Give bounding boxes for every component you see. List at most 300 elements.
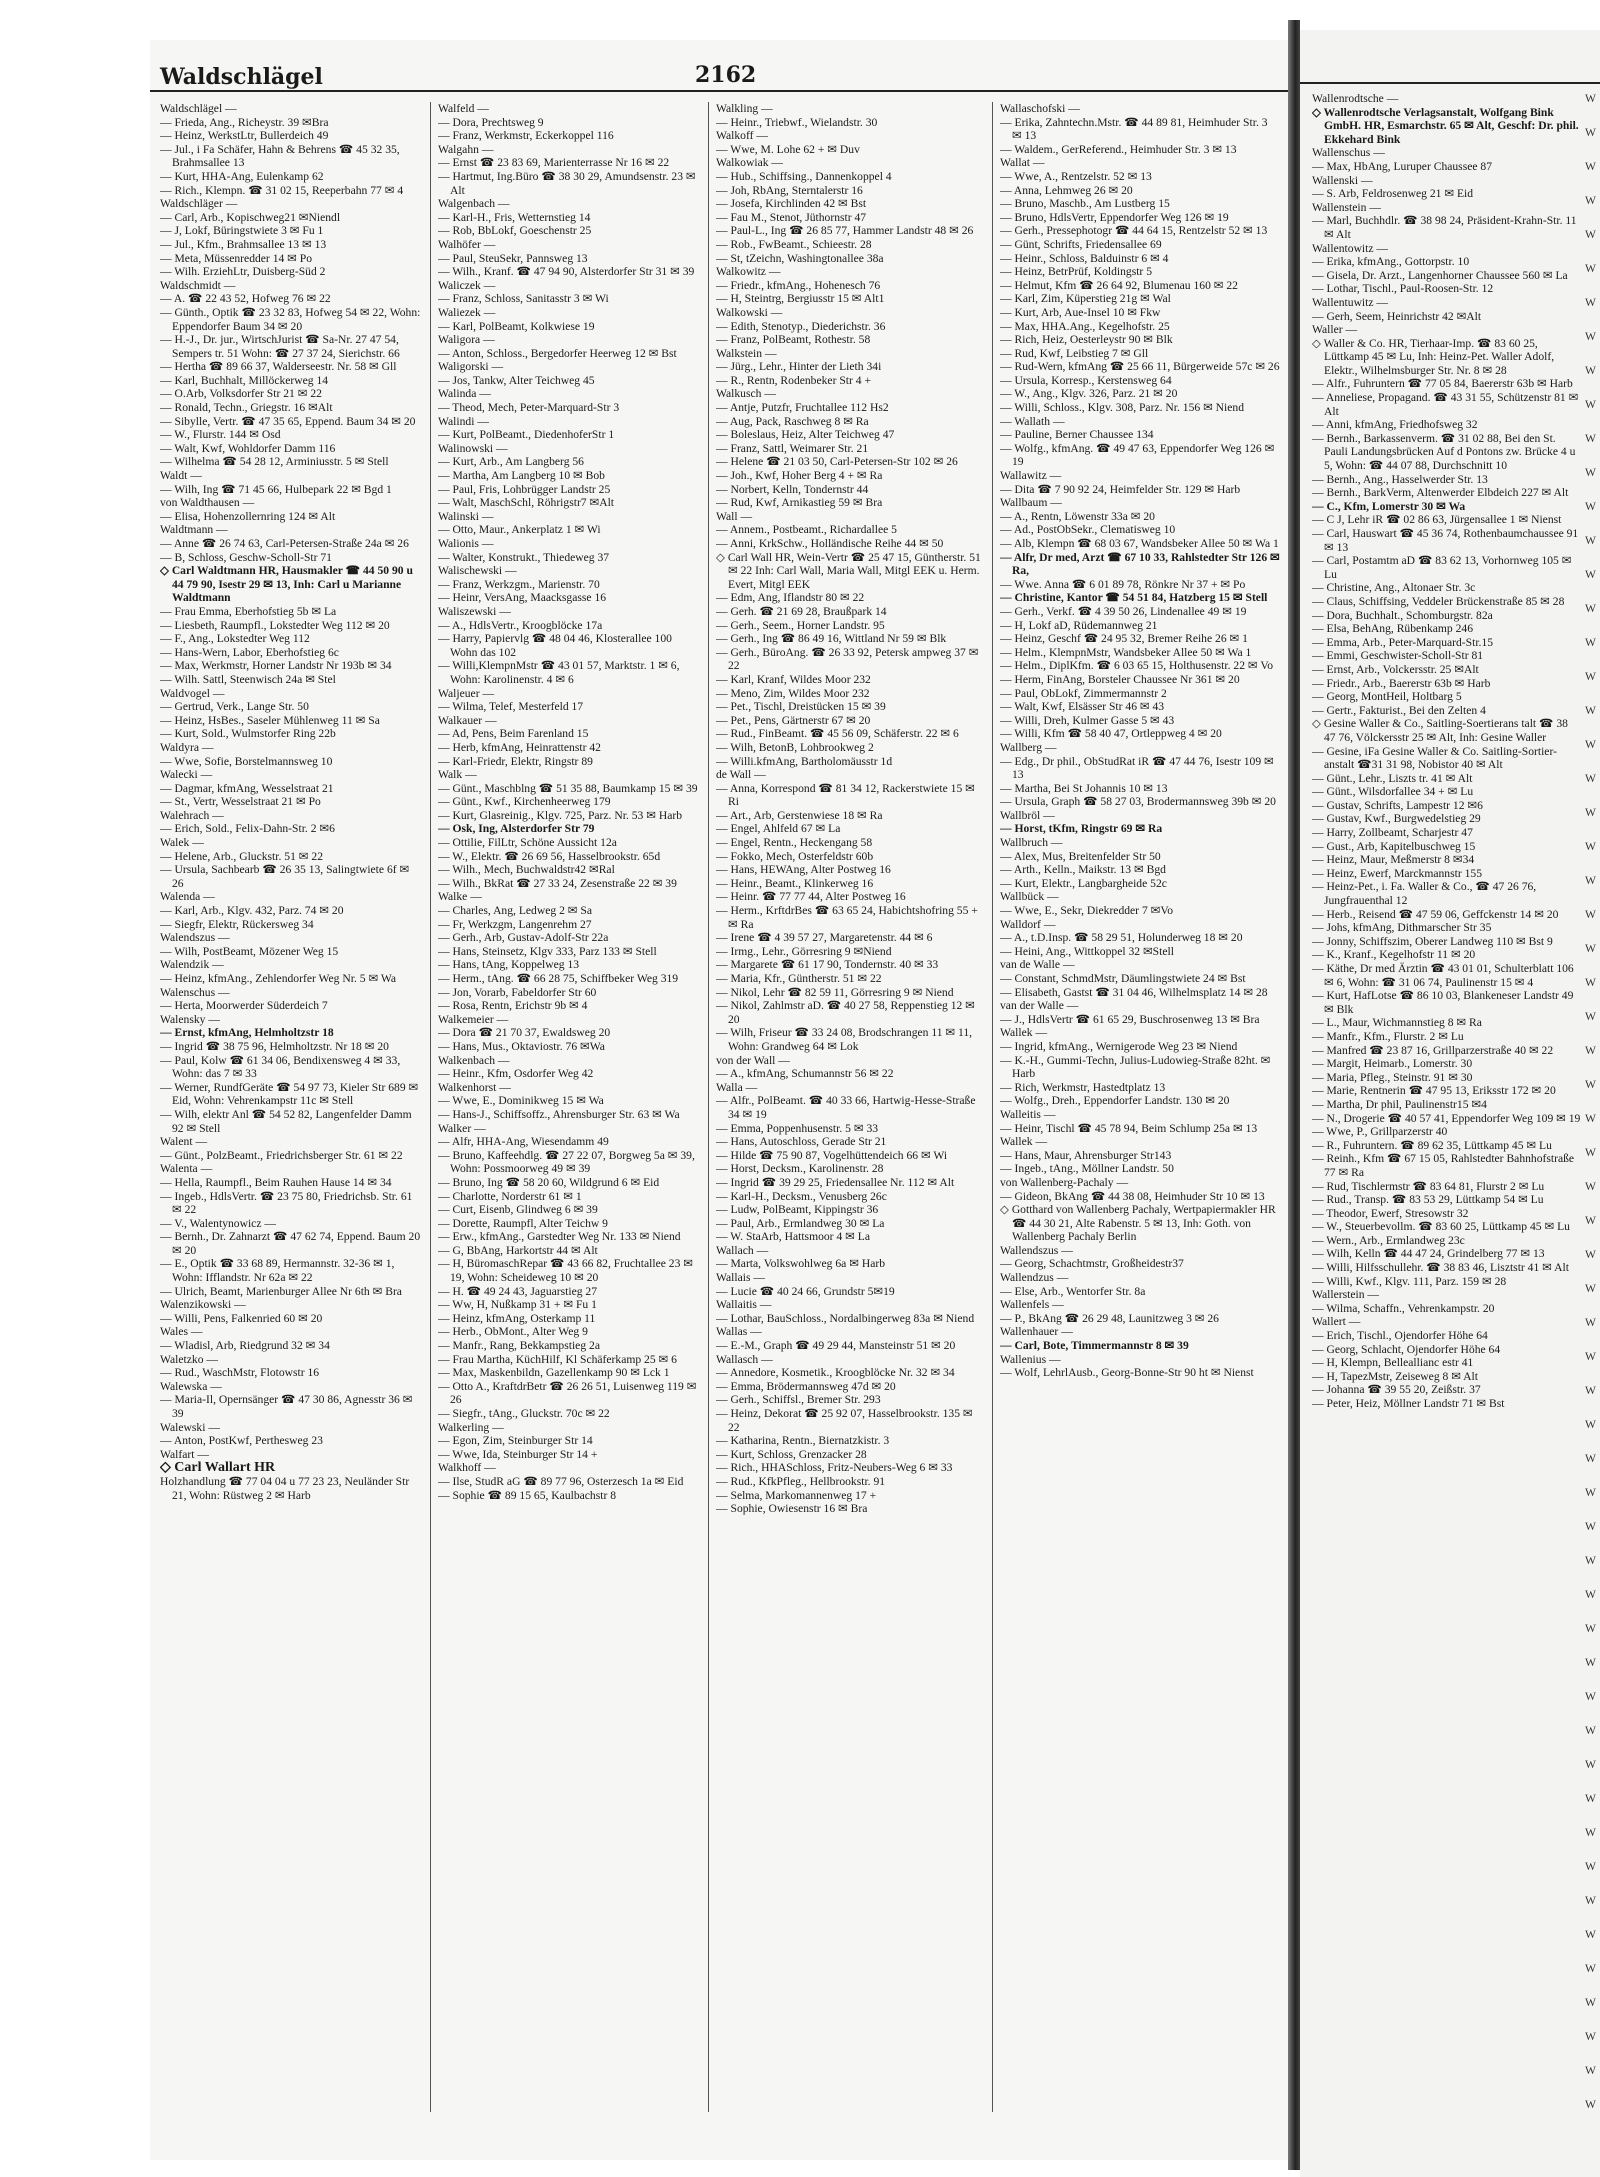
directory-entry: — Wilh, PostBeamt, Mözener Weg 15 [160, 944, 339, 958]
directory-entry: — Franz, PolBeamt, Rothestr. 58 [716, 333, 871, 347]
directory-entry: — Rud-Wern, kfmAng ☎ 25 66 11, Bürgerweide 57c ✉ 26 [1000, 360, 1280, 374]
directory-entry: — Paul, Arb., Ermlandweg 30 ✉ La [716, 1216, 885, 1230]
directory-entry: — Wwe, E., Sekr, Diekredder 7 ✉Vo [1000, 904, 1174, 918]
directory-entry: — Paul, Kolw ☎ 61 34 06, Bendixensweg 4 ✉ 33, Wohn: das 7 ✉ 33 [160, 1053, 401, 1081]
directory-entry: — Curt, Eisenb, Glindweg 6 ✉ 39 [438, 1203, 598, 1217]
directory-entry: — Rud., Transp. ☎ 83 53 29, Lüttkamp 54 ✉ Lu [1312, 1193, 1544, 1207]
cut-letter: W [1585, 194, 1596, 207]
directory-entry: — Rob., FwBeamt., Schieestr. 28 [716, 237, 872, 251]
directory-entry: — Jonny, Schiffszim, Oberer Landweg 110 ✉ Bst 9 [1312, 934, 1553, 948]
directory-entry: — Marl, Buchhdlr. ☎ 38 98 24, Präsident-Krahn-Str. 11 ✉ Alt [1312, 214, 1577, 241]
directory-entry: — K.-H., Gummi-Techn, Julius-Ludowieg-Straße 82ht. ✉ Harb [1000, 1053, 1271, 1081]
directory-entry: — S. Arb, Feldrosenweg 21 ✉ Eid [1312, 187, 1474, 201]
directory-entry: — Lothar, Tischl., Paul-Roosen-Str. 12 [1312, 282, 1494, 296]
surname-heading: Wallawitz — [1000, 469, 1062, 483]
directory-entry: — Heinr., Kfm, Osdorfer Weg 42 [438, 1067, 594, 1081]
cut-letter: W [1585, 398, 1596, 411]
directory-entry: — Horst, tKfm, Ringstr 69 ✉ Ra [1000, 822, 1163, 836]
cut-letter: W [1585, 1758, 1596, 1771]
directory-entry: — Jul., Kfm., Brahmsallee 13 ✉ 13 [160, 237, 327, 251]
directory-entry: — Elisabeth, Gastst ☎ 31 04 46, Wilhelmsplatz 14 ✉ 28 [1000, 985, 1268, 999]
directory-entry: — Ingeb., tAng., Möllner Landstr. 50 [1000, 1162, 1174, 1176]
directory-entry: — Karl, Arb., Klgv. 432, Parz. 74 ✉ 20 [160, 904, 344, 918]
directory-entry: — Hans, HEWAng, Alter Postweg 16 [716, 863, 891, 877]
directory-entry: — Gisela, Dr. Arzt., Langenhorner Chaussee 560 ✉ La [1312, 268, 1568, 282]
cut-letter: W [1585, 1418, 1596, 1431]
directory-entry: — Nikol, Lehr ☎ 82 59 11, Görresring 9 ✉ Niend [716, 985, 954, 999]
directory-entry: — Ingrid ☎ 38 75 96, Helmholtzstr. Nr 18 ✉ 20 [160, 1039, 389, 1053]
directory-entry: — Kurt, Schloss, Grenzacker 28 [716, 1447, 867, 1461]
surname-heading: Wallendszus — [1000, 1243, 1073, 1257]
surname-heading: Waller — [1312, 323, 1358, 337]
surname-heading: Walensky — [160, 1012, 220, 1026]
directory-entry: — Boleslaus, Heiz, Alter Teichweg 47 [716, 428, 895, 442]
directory-entry: — Gertr., Fakturist., Bei den Zelten 4 [1312, 703, 1486, 717]
directory-entry: — Bernh., Barkassenverm. ☎ 31 02 88, Bei den St. Pauli Landungsbrücken Auf d Pontons zw. Brücke 4 u 5, Wohn: ☎ 44 07 88, Durchschnitt 10 [1312, 431, 1576, 473]
directory-entry: — Käthe, Dr med Ärztin ☎ 43 01 01, Schulterblatt 106 ✉ 6, Wohn: ☎ 31 06 74, Paulinenstr 15 ✉ 4 [1312, 962, 1574, 989]
directory-entry: — Karl, Zim, Küperstieg 21g ✉ Wal [1000, 292, 1171, 306]
directory-entry: — Harry, Zollbeamt, Scharjestr 47 [1312, 826, 1473, 840]
directory-entry: — J, Lokf, Büringstwiete 3 ✉ Fu 1 [160, 224, 324, 238]
surname-heading: Wallert — [1312, 1315, 1361, 1329]
surname-heading: Walke — [438, 890, 482, 904]
directory-entry: — Alfr, HHA-Ang, Wiesendamm 49 [438, 1135, 609, 1149]
cut-letter: W [1585, 1248, 1596, 1261]
directory-entry: — Willi, Dreh, Kulmer Gasse 5 ✉ 43 [1000, 713, 1175, 727]
directory-entry: — Ad., PostObSekr., Clematisweg 10 [1000, 523, 1176, 537]
directory-entry: — Kurt, Elektr., Langbargheide 52c [1000, 876, 1167, 890]
surname-heading: van der Walle — [1000, 999, 1079, 1013]
directory-entry: — A. ☎ 22 43 52, Hofweg 76 ✉ 22 [160, 292, 331, 306]
directory-entry: — Friedr., Arb., Baererstr 63b ✉ Harb [1312, 676, 1491, 690]
directory-entry: — Emma, Arb., Peter-Marquard-Str.15 [1312, 635, 1494, 649]
directory-entry: — Hans, Steinsetz, Klgv 333, Parz 133 ✉ Stell [438, 944, 657, 958]
directory-entry: — Gerh., Arb, Gustav-Adolf-Str 22a [438, 931, 609, 945]
directory-entry: — Heinz, Geschf ☎ 24 95 32, Bremer Reihe 26 ✉ 1 [1000, 632, 1248, 646]
directory-entry: — Jürg., Lehr., Hinter der Lieth 34i [716, 360, 882, 374]
cut-letter: W [1585, 1792, 1596, 1805]
surname-heading: Wallais — [716, 1271, 765, 1285]
directory-entry: — Günt., Wilsdorfallee 34 + ✉ Lu [1312, 785, 1474, 799]
surname-heading: Wallenius — [1000, 1352, 1061, 1366]
cut-letter: W [1585, 1860, 1596, 1873]
directory-entry: — Heinz, WerkstLtr, Bullerdeich 49 [160, 129, 329, 143]
directory-entry: — Theod, Mech, Peter-Marquard-Str 3 [438, 401, 620, 415]
directory-entry: — Anni, KrkSchw., Holländische Reihe 44 ✉ 50 [716, 537, 944, 550]
directory-entry: — Max, Werkmstr, Horner Landstr Nr 193b ✉ 34 [160, 659, 392, 673]
directory-entry: — A., kfmAng, Schumannstr 56 ✉ 22 [716, 1067, 894, 1081]
directory-entry: — Rich, Werkmstr, Hastedtplatz 13 [1000, 1080, 1166, 1094]
directory-entry: — Carl, Postamtm aD ☎ 83 62 13, Vorhornweg 105 ✉ Lu [1312, 554, 1572, 581]
surname-heading: Wallaschofski — [1000, 102, 1080, 115]
directory-entry: — Alfr., Fuhruntern ☎ 77 05 84, Baererstr 63b ✉ Harb [1312, 377, 1573, 391]
directory-entry: — A., Rentn, Löwenstr 33a ✉ 20 [1000, 509, 1155, 523]
surname-heading: Walindi — [438, 414, 489, 428]
directory-entry: — Nikol, Zahlmstr aD. ☎ 40 27 58, Reppenstieg 12 ✉ 20 [716, 999, 975, 1026]
directory-entry: — Max, HHA.Ang., Kegelhofstr. 25 [1000, 319, 1170, 333]
cut-letter: W [1585, 670, 1596, 683]
directory-entry: — A., t.D.Insp. ☎ 58 29 51, Holunderweg 18 ✉ 20 [1000, 931, 1243, 945]
surname-heading: Walkowski — [716, 305, 783, 319]
directory-entry: — Werner, RundfGeräte ☎ 54 97 73, Kieler Str 689 ✉ Eid, Wohn: Vehrenkampstr 11c ✉ Stell [160, 1080, 419, 1108]
surname-heading: Wallentuwitz — [1312, 295, 1389, 309]
directory-entry: — Theodor, Ewerf, Stresowstr 32 [1312, 1206, 1469, 1220]
surname-heading: Wallerstein — [1312, 1288, 1379, 1302]
surname-heading: Walkowiak — [716, 156, 784, 170]
directory-entry: — Helm., DiplKfm. ☎ 6 03 65 15, Holthusenstr. 22 ✉ Vo [1000, 659, 1273, 673]
directory-entry: — Helene ☎ 21 03 50, Carl-Petersen-Str 102 ✉ 26 [716, 455, 958, 469]
directory-entry: — Wilma, Schaffn., Vehrenkampstr. 20 [1312, 1301, 1495, 1315]
directory-entry: — Jon, Vorarb, Fabeldorfer Str 60 [438, 985, 597, 999]
surname-heading: Wallach — [716, 1243, 769, 1257]
directory-entry: — Norbert, Kelln, Tondernstr 44 [716, 482, 869, 496]
directory-entry: — Wwe, Ida, Steinburger Str 14 + [438, 1447, 598, 1461]
directory-entry: — Wwe, P., Grillparzerstr 40 [1312, 1125, 1448, 1139]
cut-letter: W [1585, 466, 1596, 479]
directory-entry: — Herm., tAng. ☎ 66 28 75, Schiffbeker Weg 319 [438, 972, 679, 985]
directory-entry: — Carl, Arb., Kopischweg21 ✉Niendl [160, 210, 341, 224]
directory-entry: — Bruno, HdlsVertr, Eppendorfer Weg 126 ✉ 19 [1000, 210, 1229, 224]
directory-entry: — Heinr., Beamt., Klinkerweg 16 [716, 876, 874, 890]
directory-entry: — Wwe, Sofie, Borstelmannsweg 10 [160, 754, 333, 768]
directory-entry: — Otto, Maur., Ankerplatz 1 ✉ Wi [438, 523, 601, 537]
facing-page-cut-column [1585, 92, 1600, 2152]
surname-heading: Waliszewski — [438, 604, 511, 618]
cut-letter: W [1585, 1044, 1596, 1057]
directory-entry: — Rud., FinBeamt. ☎ 45 56 09, Schäferstr. 22 ✉ 6 [716, 727, 959, 741]
surname-heading: von Waldthausen — [160, 496, 255, 510]
surname-heading: Walkstein — [716, 346, 777, 360]
surname-heading: Walla — [716, 1080, 758, 1094]
directory-entry: — Paul, SteuSekr, Pannsweg 13 [438, 251, 588, 265]
surname-heading: Walkhoff — [438, 1461, 496, 1475]
directory-entry: Holzhandlung ☎ 77 04 04 u 77 23 23, Neuländer Str 21, Wohn: Rüstweg 2 ✉ Harb [160, 1474, 410, 1502]
directory-entry: — Fokko, Mech, Osterfeldstr 60b [716, 849, 874, 863]
surname-heading: Waldyra — [160, 740, 214, 754]
directory-entry: — Christine, Kantor ☎ 54 51 84, Hatzberg 15 ✉ Stell [1000, 591, 1268, 605]
directory-entry: — Art., Arb, Gerstenwiese 18 ✉ Ra [716, 808, 883, 822]
surname-heading: Wallenhauer — [1000, 1325, 1073, 1339]
directory-entry: — R., Fuhruntern. ☎ 89 62 35, Lüttkamp 45 ✉ Lu [1312, 1138, 1552, 1152]
cut-letter: W [1585, 296, 1596, 309]
surname-heading: Wallenfels — [1000, 1298, 1064, 1312]
directory-entry: — Bernh., BarkVerm, Altenwerder Elbdeich 227 ✉ Alt [1312, 486, 1569, 500]
directory-entry: — Gerh., Schiffsl., Bremer Str. 293 [716, 1393, 881, 1407]
directory-entry: — Elsa, BehAng, Rübenkamp 246 [1312, 622, 1474, 636]
directory-entry: — Siegfr., tAng., Gluckstr. 70c ✉ 22 [438, 1407, 610, 1420]
surname-heading: Wallenrodtsche — [1312, 92, 1399, 105]
directory-entry: — Günt., Kwf., Kirchenheerweg 179 [438, 795, 611, 809]
directory-entry: — Gerh., Verkf. ☎ 4 39 50 26, Lindenallee 49 ✉ 19 [1000, 604, 1247, 618]
directory-entry: — Wilh. Sattl, Steenwisch 24a ✉ Stel [160, 672, 336, 686]
directory-entry: — Alfr., PolBeamt. ☎ 40 33 66, Hartwig-Hesse-Straße 34 ✉ 19 [716, 1094, 976, 1121]
directory-entry: — Johanna ☎ 39 55 20, Zeißstr. 37 [1312, 1383, 1481, 1397]
directory-entry: — Paul-L., Ing ☎ 26 85 77, Hammer Landstr 48 ✉ 26 [716, 224, 974, 238]
cut-letter: W [1585, 1622, 1596, 1635]
directory-entry: — Dora, Prechtsweg 9 [438, 115, 544, 129]
directory-entry: — Hub., Schiffsing., Dannenkoppel 4 [716, 169, 892, 183]
surname-heading: Walkauer — [438, 713, 497, 727]
directory-entry: — Heinr., Triebwf., Wielandstr. 30 [716, 115, 878, 129]
directory-entry: — Aug, Pack, Raschweg 8 ✉ Ra [716, 414, 869, 428]
surname-heading: Walkenbach — [438, 1053, 510, 1067]
directory-entry: — Wilh. ErziehLtr, Duisberg-Süd 2 [160, 265, 326, 279]
directory-entry: — Kurt, PolBeamt., DiedenhoferStr 1 [438, 428, 615, 442]
directory-entry: — Wwe, M. Lohe 62 + ✉ Duv [716, 142, 860, 156]
directory-entry: — E.-M., Graph ☎ 49 29 44, Mansteinstr 51 ✉ 20 [716, 1339, 956, 1353]
directory-entry: — Wilhelma ☎ 54 28 12, Arminiusstr. 5 ✉ Stell [160, 455, 389, 469]
cut-letter: W [1585, 1282, 1596, 1295]
surname-heading: Walenda — [160, 890, 215, 904]
directory-entry: — Ad, Pens, Beim Farenland 15 [438, 727, 589, 741]
directory-entry: — Manfred ☎ 23 87 16, Grillparzerstraße 40 ✉ 22 [1312, 1043, 1554, 1057]
facing-page-rule [1300, 82, 1600, 84]
surname-heading: Walewski — [160, 1420, 220, 1434]
surname-heading: Walecki — [160, 768, 213, 782]
surname-heading: Wall — [716, 509, 753, 523]
header-rule [150, 90, 1288, 92]
directory-entry: — Meno, Zim, Wildes Moor 232 [716, 686, 870, 700]
directory-entry: ◇ Carl Wallart HR [160, 1460, 276, 1476]
directory-entry: — Ulrich, Beamt, Marienburger Allee Nr 6th ✉ Bra [160, 1284, 402, 1298]
directory-entry: — Gerh., BüroAng. ☎ 26 33 92, Petersk ampweg 37 ✉ 22 [716, 645, 979, 673]
cut-letter: W [1585, 1384, 1596, 1397]
cut-letter: W [1585, 1826, 1596, 1839]
directory-entry: — H, BüromaschRepar ☎ 43 66 82, Fruchtallee 23 ✉ 19, Wohn: Scheideweg 10 ✉ 20 [438, 1257, 694, 1285]
directory-entry: — Erika, Zahntechn.Mstr. ☎ 44 89 81, Heimhuder Str. 3 ✉ 13 [1000, 115, 1268, 143]
directory-entry: — Willi, Pens, Falkenried 60 ✉ 20 [160, 1311, 323, 1325]
directory-entry: — Gust., Arb, Kapitelbuschweg 15 [1312, 839, 1476, 853]
surname-heading: Walfeld — [438, 102, 489, 115]
cut-letter: W [1585, 2030, 1596, 2043]
directory-entry: — Dora ☎ 21 70 37, Ewaldsweg 20 [438, 1026, 611, 1040]
surname-heading: Walgenbach — [438, 197, 510, 211]
surname-heading: Walendszus — [160, 931, 230, 945]
directory-entry: — Sophie ☎ 89 15 65, Kaulbachstr 8 [438, 1488, 617, 1502]
directory-entry: — Engel, Rentn., Heckengang 58 [716, 836, 873, 850]
directory-entry: — H, Klempn, Belleallianc estr 41 [1312, 1356, 1474, 1370]
directory-entry: — Herb., ObMont., Alter Weg 9 [438, 1325, 588, 1339]
directory-entry: — H.-J., Dr. jur., WirtschJurist ☎ Sa-Nr. 27 47 54, Sempers tr. 51 Wohn: ☎ 27 37 24, Sierichstr. 66 [160, 333, 400, 360]
directory-entry: — Dorette, Raumpfl, Alter Teichw 9 [438, 1216, 608, 1230]
cut-letter: W [1585, 330, 1596, 343]
cut-letter: W [1585, 942, 1596, 955]
directory-entry: — Wilma, Telef, Mesterfeld 17 [438, 700, 584, 714]
directory-entry: — N., Drogerie ☎ 40 57 41, Eppendorfer Weg 109 ✉ 19 [1312, 1111, 1581, 1125]
directory-entry: — Willi.kfmAng, Bartholomäusstr 1d [716, 754, 893, 768]
cut-letter: W [1585, 262, 1596, 275]
directory-entry: — Frau Emma, Eberhofstieg 5b ✉ La [160, 604, 337, 618]
surname-heading: Waligora — [438, 333, 495, 347]
directory-entry: — Dora, Buchhalt., Schomburgstr. 82a [1312, 608, 1493, 622]
directory-entry: — Ursula, Korresp., Kerstensweg 64 [1000, 373, 1172, 387]
directory-entry: ◇ Wallenrodtsche Verlagsanstalt, Wolfgang Bink GmbH. HR, Esmarchstr. 65 ✉ Alt, Geschf: Dr. phil. Ekkehard Bink [1312, 105, 1579, 146]
directory-page [150, 40, 1288, 2160]
directory-entry: — Anna, Lehmweg 26 ✉ 20 [1000, 183, 1133, 197]
surname-heading: Walkling — [716, 102, 773, 115]
directory-entry: — E., Optik ☎ 33 68 89, Hermannstr. 32-36 ✉ 1, Wohn: Ifflandstr. Nr 62a ✉ 22 [160, 1257, 395, 1285]
surname-heading: Waldt — [160, 469, 202, 483]
directory-entry: — Hans, Mus., Oktaviostr. 76 ✉Wa [438, 1039, 605, 1053]
directory-entry: — Alfr, Dr med, Arzt ☎ 67 10 33, Rahlstedter Str 126 ✉ Ra, [1000, 550, 1280, 578]
cut-letter: W [1585, 568, 1596, 581]
directory-entry: — Fau M., Stenot, Jüthornstr 47 [716, 210, 867, 224]
cut-letter: W [1585, 2064, 1596, 2077]
directory-entry: — Ernst, kfmAng, Helmholtzstr 18 [160, 1026, 334, 1040]
surname-heading: Waldschlägel — [160, 102, 237, 115]
cut-letter: W [1585, 806, 1596, 819]
directory-entry: — Kurt, HHA-Ang, Eulenkamp 62 [160, 169, 324, 183]
directory-entry: — Kurt, Arb, Aue-Insel 10 ✉ Fkw [1000, 305, 1161, 319]
directory-entry: — Rob, BbLokf, Goeschenstr 25 [438, 224, 592, 238]
directory-entry: — Sibylle, Vertr. ☎ 47 35 65, Eppend. Baum 34 ✉ 20 [160, 414, 416, 428]
directory-entry: — Heinz, BetrPrüf, Koldingstr 5 [1000, 265, 1152, 279]
directory-entry: — Franz, Sattl, Weimarer Str. 21 [716, 441, 869, 455]
directory-entry: — Siegfr, Elektr, Rückersweg 34 [160, 917, 314, 931]
facing-page [1300, 30, 1600, 2177]
directory-entry: — Ottilie, FilLtr, Schöne Aussicht 12a [438, 836, 617, 850]
directory-entry: — Herm., KrftdrBes ☎ 63 65 24, Habichtshofring 55 + ✉ Ra [716, 904, 978, 931]
directory-entry: — Margarete ☎ 61 17 90, Tondernstr. 40 ✉ 33 [716, 958, 939, 972]
cut-letter: W [1585, 228, 1596, 241]
directory-entry: — P., BkAng ☎ 26 29 48, Launitzweg 3 ✉ 26 [1000, 1311, 1219, 1325]
directory-entry: — Edg., Dr phil., ObStudRat iR ☎ 47 44 76, Isestr 109 ✉ 13 [1000, 754, 1274, 782]
directory-entry: — Heinz, Dekorat ☎ 25 92 07, Hasselbrookstr. 135 ✉ 22 [716, 1407, 973, 1434]
directory-entry: — St, tZeichn, Washingtonallee 38a [716, 251, 884, 265]
directory-entry: — Kurt, Arb., Am Langberg 56 [438, 455, 584, 469]
cut-letter: W [1585, 602, 1596, 615]
directory-entry: — Paul, ObLokf, Zimmermannstr 2 [1000, 686, 1167, 700]
cut-letter: W [1585, 1962, 1596, 1975]
directory-entry: — St., Vertr, Wesselstraat 21 ✉ Po [160, 795, 321, 809]
surname-heading: Walent — [160, 1135, 208, 1149]
surname-heading: Walinda — [438, 387, 491, 401]
directory-entry: — Anneliese, Propagand. ☎ 43 31 55, Schützenstr 81 ✉ Alt [1312, 391, 1579, 418]
directory-entry: — Arth., Kelln., Maikstr. 13 ✉ Bgd [1000, 863, 1166, 877]
surname-heading: Walkenhorst — [438, 1080, 511, 1094]
directory-entry: — Georg, Schachtmstr, Großheidestr37 [1000, 1257, 1184, 1271]
surname-heading: Wallbück — [1000, 890, 1059, 904]
surname-heading: Wallaitis — [716, 1298, 772, 1312]
directory-entry: — Rich., HHASchloss, Fritz-Neubers-Weg 6 ✉ 33 [716, 1461, 953, 1475]
directory-entry: — H. ☎ 49 24 43, Jaguarstieg 27 [438, 1284, 598, 1298]
directory-entry: — Maria, Pfleg., Steinstr. 91 ✉ 30 [1312, 1070, 1473, 1084]
surname-heading: Walker — [438, 1121, 486, 1135]
surname-heading: Waldschmidt — [160, 278, 236, 292]
cut-letter: W [1585, 1146, 1596, 1159]
surname-heading: Wallenschus — [1312, 146, 1385, 160]
directory-entry: — Willi, Hilfsschullehr. ☎ 38 83 46, Lisztstr 41 ✉ Alt [1312, 1261, 1569, 1275]
page-title: Waldschlägel [160, 64, 323, 90]
directory-entry: — Osk, Ing, Alsterdorfer Str 79 [438, 822, 595, 836]
cut-letter: W [1585, 92, 1596, 105]
directory-entry: — Hans, Autoschloss, Gerade Str 21 [716, 1135, 887, 1149]
directory-entry: — Heinr., Schloss, Balduinstr 6 ✉ 4 [1000, 251, 1169, 265]
directory-entry: — Kurt, Sold., Wulmstorfer Ring 22b [160, 727, 336, 741]
surname-heading: Wales — [160, 1325, 203, 1339]
directory-entry: — Walt, Kwf, Elsässer Str 46 ✉ 43 [1000, 700, 1165, 714]
directory-entry: — Manfr., Kfm., Flurstr. 2 ✉ Lu [1312, 1029, 1464, 1043]
directory-entry: — Walt, MaschSchl, Röhrigstr7 ✉Alt [438, 496, 615, 510]
directory-entry: — Else, Arb., Wentorfer Str. 8a [1000, 1284, 1146, 1298]
directory-entry: — Ernst, Arb., Volckersstr. 25 ✉Alt [1312, 662, 1479, 676]
directory-entry: — Emma, Poppenhusenstr. 5 ✉ 33 [716, 1121, 879, 1135]
column-divider [992, 102, 993, 2112]
directory-entry: — Heinz, HsBes., Saseler Mühlenweg 11 ✉ Sa [160, 713, 380, 727]
directory-entry: — H, Lokf aD, Rüdemannweg 21 [1000, 618, 1158, 632]
directory-entry: — Rosa, Rentn, Erichstr 9b ✉ 4 [438, 999, 588, 1013]
surname-heading: Wallentowitz — [1312, 241, 1389, 255]
directory-entry: — Lucie ☎ 40 24 66, Grundstr 5✉19 [716, 1284, 895, 1298]
directory-entry: — Anton, PostKwf, Perthesweg 23 [160, 1434, 323, 1448]
directory-entry: — Wilh, elektr Anl ☎ 54 52 82, Langenfelder Damm 92 ✉ Stell [160, 1107, 412, 1135]
directory-entry: — Jos, Tankw, Alter Teichweg 45 [438, 373, 595, 387]
directory-entry: — Dita ☎ 7 90 92 24, Heimfelder Str. 129 ✉ Harb [1000, 482, 1241, 496]
directory-entry: — Gideon, BkAng ☎ 44 38 08, Heimhuder Str 10 ✉ 13 [1000, 1189, 1265, 1203]
directory-entry: — Günt, Schrifts, Friedensallee 69 [1000, 237, 1162, 251]
directory-entry: — W., Ang., Klgv. 326, Parz. 21 ✉ 20 [1000, 387, 1178, 401]
directory-entry: — Wwe, E., Dominikweg 15 ✉ Wa [438, 1094, 604, 1108]
directory-entry: — Franz, Schloss, Sanitasstr 3 ✉ Wi [438, 292, 609, 306]
directory-entry: — Bernh., Ang., Hasselwerder Str. 13 [1312, 472, 1488, 486]
directory-entry: — Martha, Am Langberg 10 ✉ Bob [438, 469, 605, 483]
directory-entry: — Ww, H, Nußkamp 31 + ✉ Fu 1 [438, 1298, 597, 1312]
directory-entry: — Fr, Werkzgm, Langenrehm 27 [438, 917, 592, 931]
directory-entry: — Wallath — [1000, 414, 1065, 428]
directory-entry: — Walt, Kwf, Wohldorfer Damm 116 [160, 441, 336, 455]
directory-entry: — Pauline, Berner Chaussee 134 [1000, 428, 1154, 442]
directory-entry: — Bruno, Kaffeehdlg. ☎ 27 22 07, Borgweg 5a ✉ 39, Wohn: Possmoorweg 49 ✉ 39 [438, 1148, 695, 1176]
directory-entry: — O.Arb, Volksdorfer Str 21 ✉ 22 [160, 387, 322, 401]
directory-entry: — Herm, FinAng, Borsteler Chaussee Nr 361 ✉ 20 [1000, 672, 1240, 686]
directory-entry: — Helene, Arb., Gluckstr. 51 ✉ 22 [160, 849, 323, 863]
directory-entry: — Rud, Tischlermstr ☎ 83 64 81, Flurstr 2 ✉ Lu [1312, 1179, 1545, 1193]
directory-entry: ◇ Carl Waldtmann HR, Hausmakler ☎ 44 50 90 u 44 79 90, Isestr 29 ✉ 13, Inh: Carl u Marianne Waldtmann [160, 564, 413, 605]
directory-entry: — Wladisl, Arb, Riedgrund 32 ✉ 34 [160, 1339, 330, 1353]
cut-letter: W [1585, 1724, 1596, 1737]
directory-entry: — Walter, Konstrukt., Thiedeweg 37 [438, 550, 610, 564]
directory-entry: — Hans, tAng, Koppelweg 13 [438, 958, 580, 972]
directory-entry: — Anne ☎ 26 74 63, Carl-Petersen-Straße 24a ✉ 26 [160, 537, 409, 550]
directory-entry: — Bruno, Maschb., Am Lustberg 15 [1000, 197, 1170, 211]
directory-entry: — Herta, Moorwerder Süderdeich 7 [160, 999, 328, 1013]
directory-entry: — Ingeb., HdlsVertr. ☎ 23 75 80, Friedrichsb. Str. 61 ✉ 22 [160, 1189, 413, 1217]
surname-heading: Walehrach — [160, 808, 224, 822]
surname-heading: von Wallenberg-Pachaly — [1000, 1175, 1129, 1189]
surname-heading: Wallas — [716, 1325, 762, 1339]
directory-entry: — Emma, Brödermannsweg 47d ✉ 20 [716, 1379, 896, 1393]
directory-entry: — Ronald, Techn., Griegstr. 16 ✉Alt [160, 401, 333, 415]
directory-entry: — Annedore, Kosmetik., Kroogblöcke Nr. 32 ✉ 34 [716, 1366, 955, 1380]
directory-entry: — Herb., Reisend ☎ 47 59 06, Geffckenstr 14 ✉ 20 [1312, 907, 1559, 921]
directory-entry: — Rich, Heiz, Oesterleystr 90 ✉ Blk [1000, 333, 1173, 347]
cut-letter: W [1585, 874, 1596, 887]
directory-entry: — Reinh., Kfm ☎ 67 15 05, Rahlstedter Bahnhofstraße 77 ✉ Ra [1312, 1152, 1575, 1179]
directory-entry: — Karl, PolBeamt, Kolkwiese 19 [438, 319, 595, 333]
directory-entry: — Heinr, Tischl ☎ 45 78 94, Beim Schlump 25a ✉ 13 [1000, 1121, 1258, 1135]
surname-heading: Walgahn — [438, 142, 494, 156]
cut-letter: W [1585, 908, 1596, 921]
directory-entry: — Karl, Kranf, Wildes Moor 232 [716, 672, 871, 686]
column-1 [160, 102, 422, 2122]
cut-letter: W [1585, 1452, 1596, 1465]
directory-entry: — Ilse, StudR aG ☎ 89 77 96, Osterzesch 1a ✉ Eid [438, 1474, 684, 1488]
directory-entry: — Günth., Optik ☎ 23 32 83, Hofweg 54 ✉ 22, Wohn: Eppendorfer Baum 34 ✉ 20 [160, 305, 421, 333]
directory-entry: — Egon, Zim, Steinburger Str 14 [438, 1434, 593, 1448]
directory-entry: — Gerh. ☎ 21 69 28, Braußpark 14 [716, 604, 887, 618]
directory-entry: — Heini, Ang., Wittkoppel 32 ✉Stell [1000, 944, 1174, 958]
directory-entry: — Frau Martha, KüchHilf, Kl Schäferkamp 25 ✉ 6 [438, 1352, 677, 1366]
